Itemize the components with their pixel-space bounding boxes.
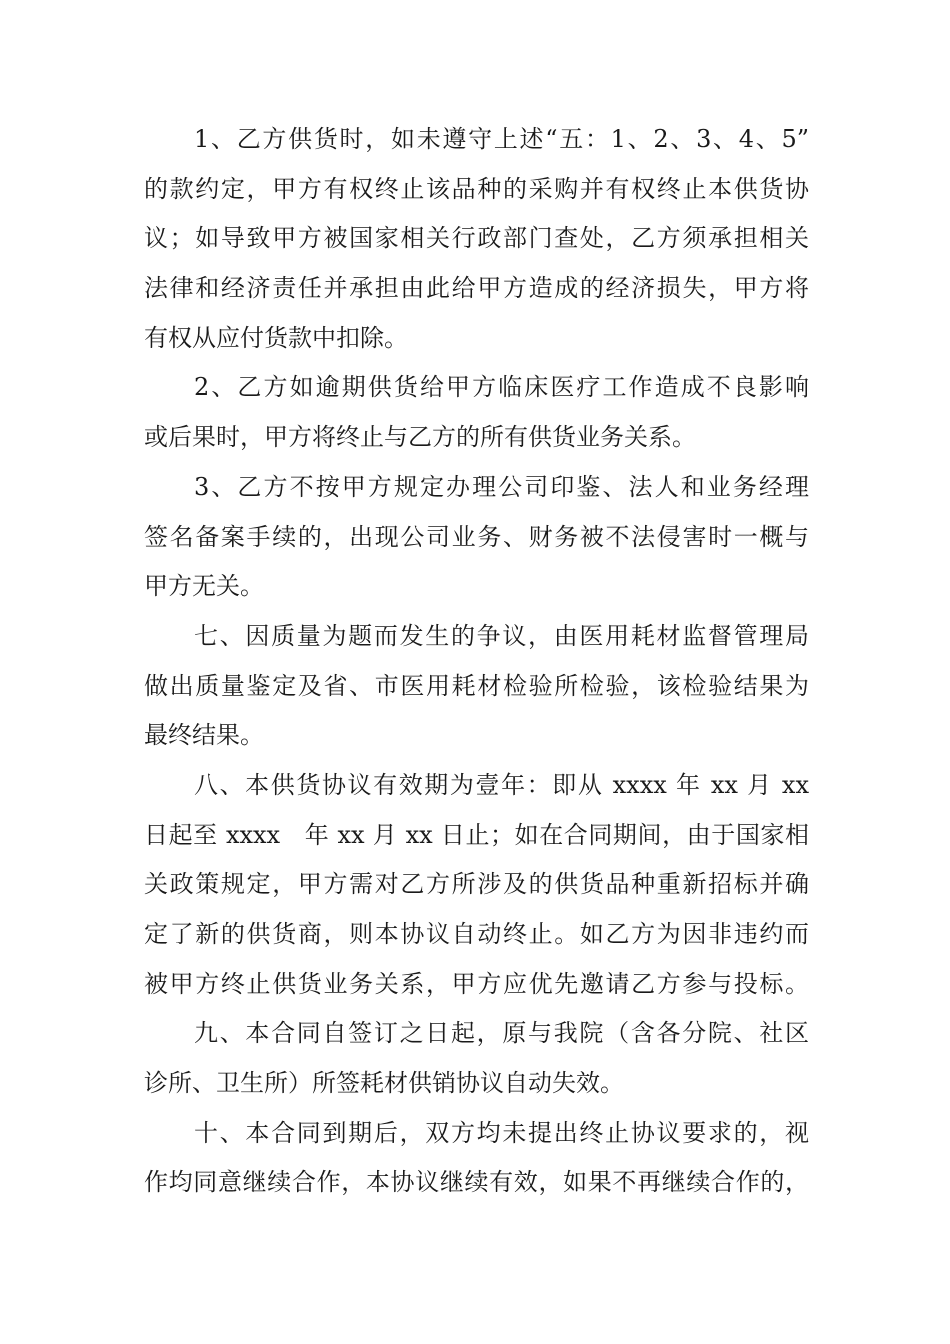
text-line: 被甲方终止供货业务关系，甲方应优先邀请乙方参与投标。 [144,969,809,998]
text-line: 签名备案手续的，出现公司业务、财务被不法侵害时一概与 [144,522,809,551]
paragraph-section-9 [144,1009,809,1108]
text-line: 八、本供货协议有效期为壹年：即从 xxxx 年 xx 月 xx [194,770,809,799]
text-line: 或后果时，甲方将终止与乙方的所有供货业务关系。 [144,423,696,452]
paragraph-section-8 [144,761,809,1009]
text-line: 七、因质量为题而发生的争议，由医用耗材监督管理局 [194,621,809,650]
text-line: 2、乙方如逾期供货给甲方临床医疗工作造成不良影响 [194,373,809,402]
text-line: 有权从应付货款中扣除。 [144,323,408,352]
text-line: 议；如导致甲方被国家相关行政部门查处，乙方须承担相关 [144,224,809,253]
paragraph-section-7 [144,612,809,761]
text-line: 九、本合同自签订之日起，原与我院（含各分院、社区 [194,1019,809,1048]
text-line: 3、乙方不按甲方规定办理公司印鉴、法人和业务经理 [194,472,809,501]
text-line: 1、乙方供货时，如未遵守上述“五：1、2、3、4、5” [194,125,809,153]
text-line: 十、本合同到期后，双方均未提出终止协议要求的，视 [194,1118,809,1147]
text-line: 甲方无关。 [144,572,264,601]
text-line: 诊所、卫生所）所签耗材供销协议自动失效。 [144,1069,624,1098]
paragraph-clause-2 [144,363,809,462]
text-line: 定了新的供货商，则本协议自动终止。如乙方为因非违约而 [144,920,809,948]
text-line: 法律和经济责任并承担由此给甲方造成的经济损失，甲方将 [144,274,809,303]
paragraph-clause-3 [144,463,809,612]
text-line: 做出质量鉴定及省、市医用耗材检验所检验，该检验结果为 [144,671,809,700]
text-line: 作均同意继续合作，本协议继续有效，如果不再继续合作的， [144,1168,809,1197]
text-line: 日起至 xxxx 年 xx 月 xx 日止；如在合同期间，由于国家相 [144,820,809,849]
document-body [144,115,809,1208]
text-line: 的款约定，甲方有权终止该品种的采购并有权终止本供货协 [144,174,809,203]
paragraph-clause-1 [144,115,809,363]
text-line: 关政策规定，甲方需对乙方所涉及的供货品种重新招标并确 [144,870,809,899]
text-line: 最终结果。 [144,721,264,750]
paragraph-section-10 [144,1109,809,1208]
